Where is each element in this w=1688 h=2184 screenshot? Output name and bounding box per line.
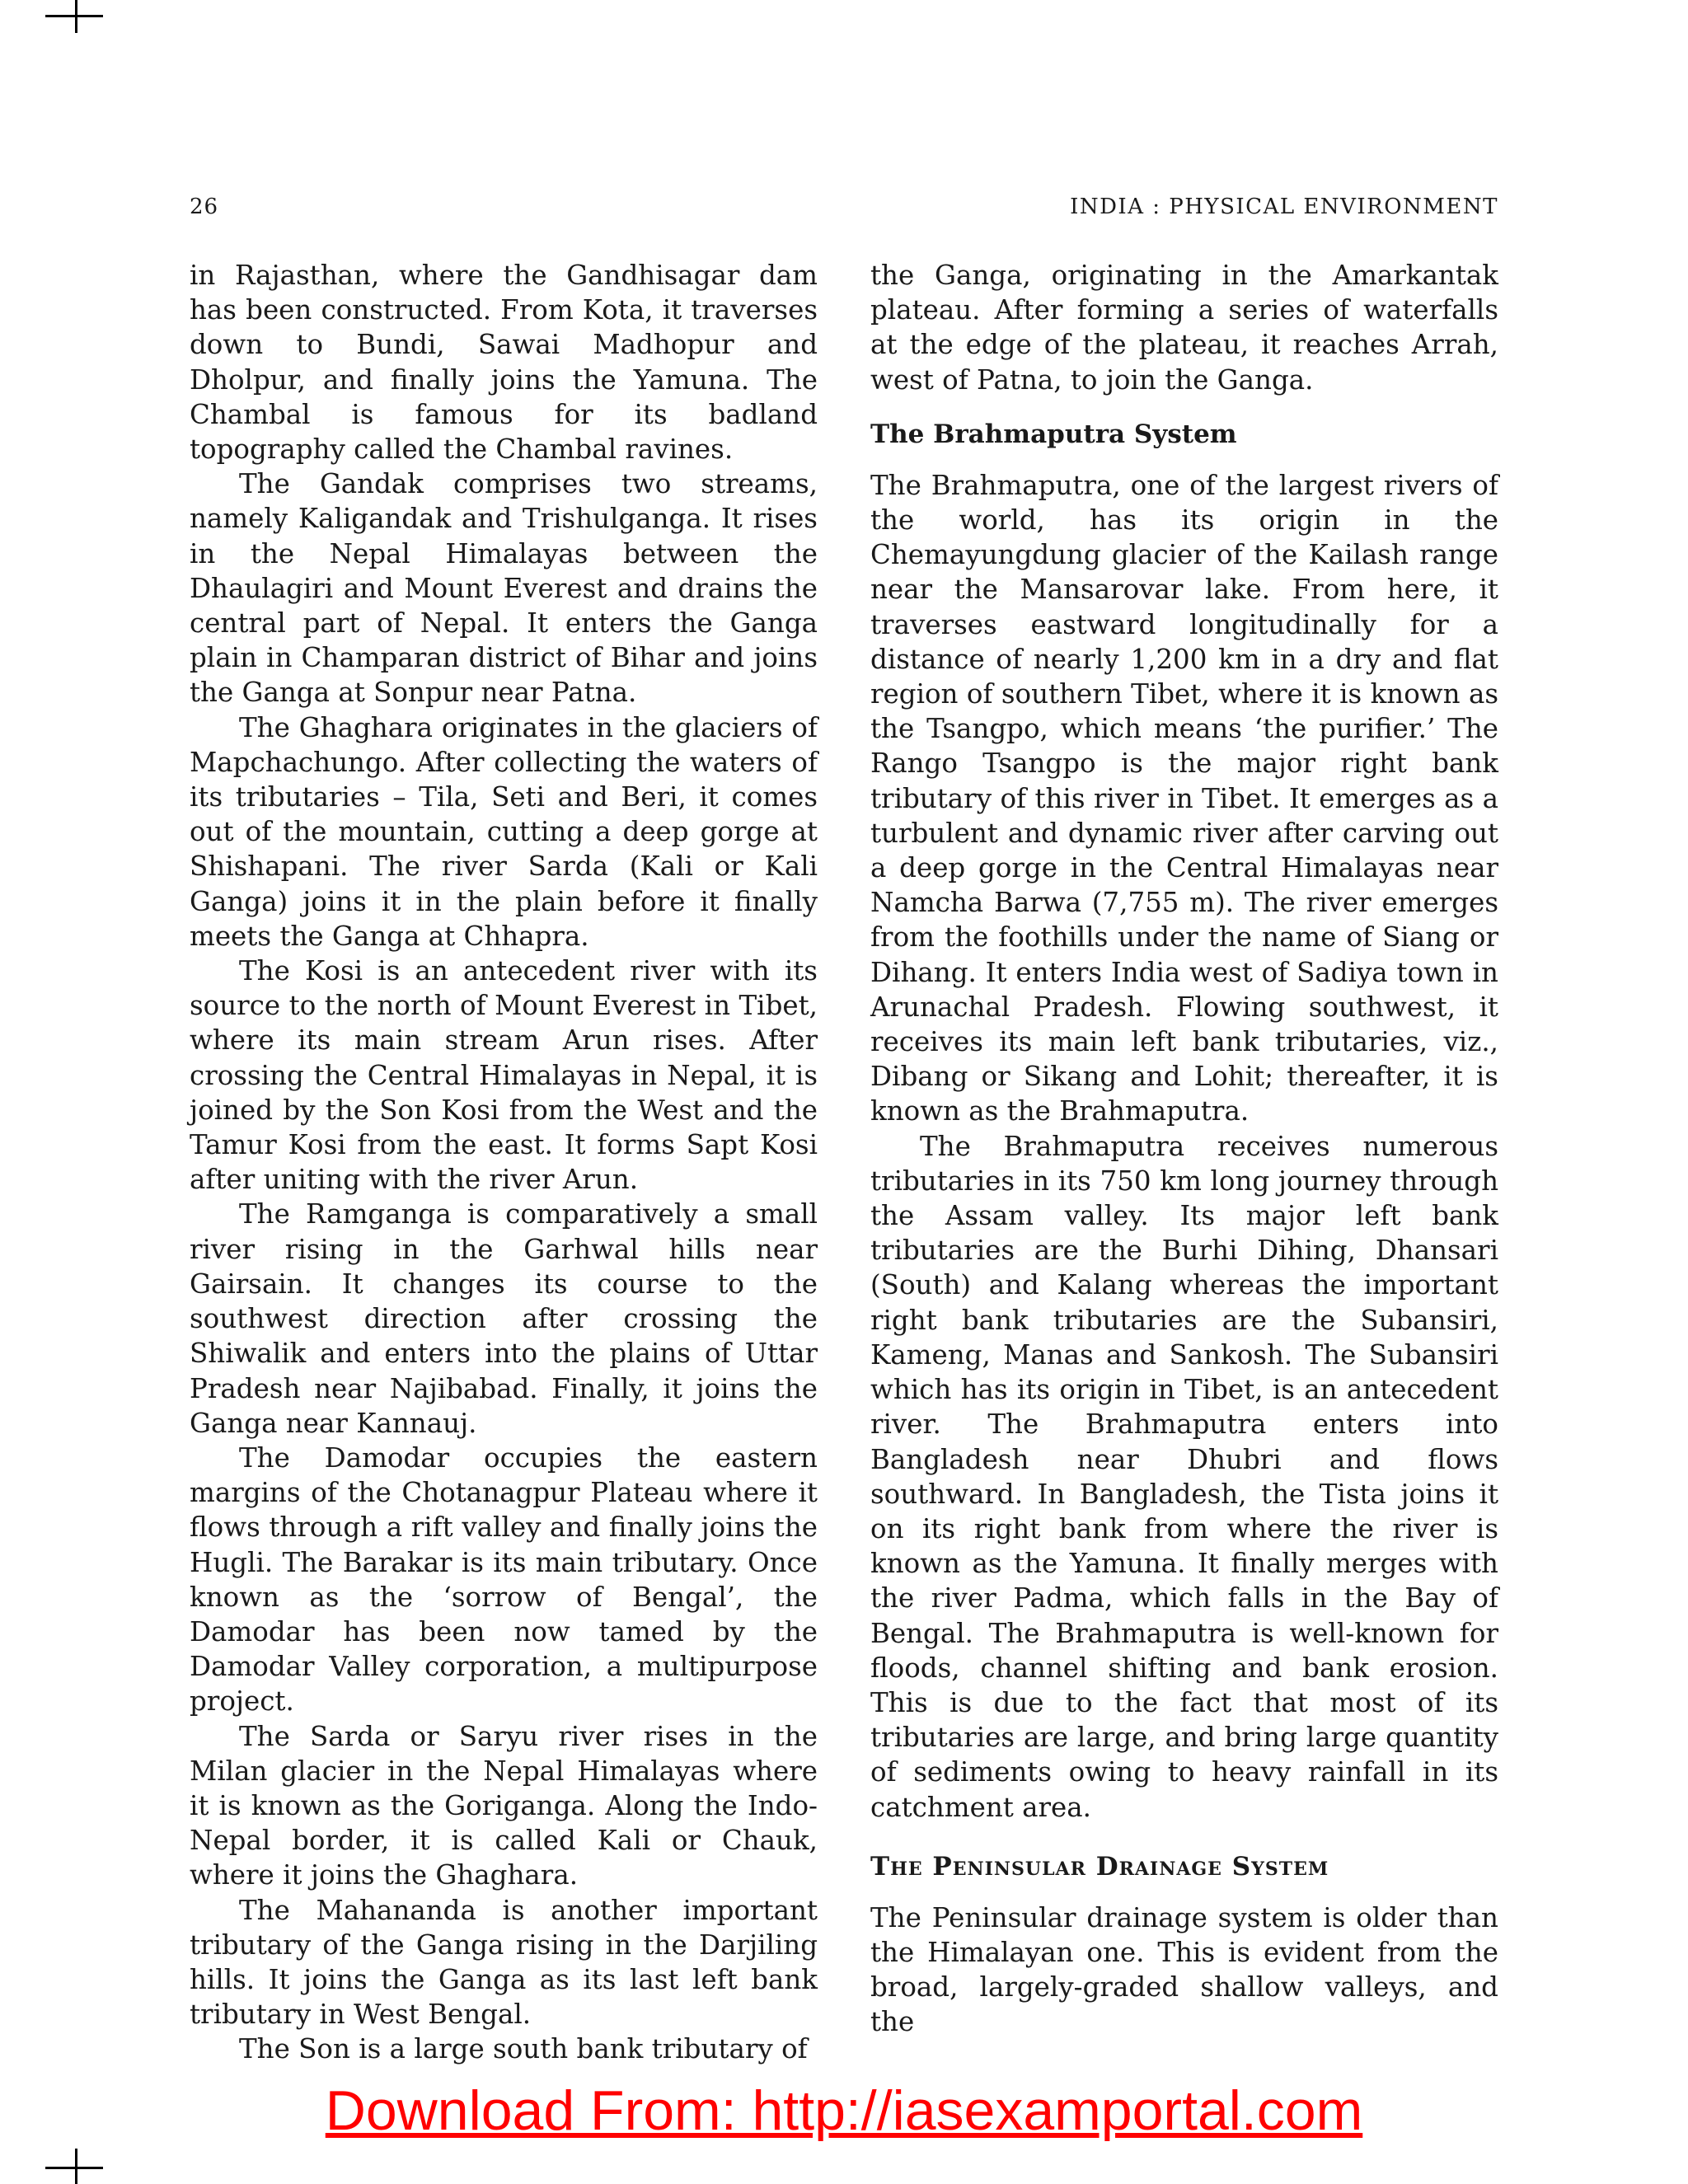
paragraph-chambal: in Rajasthan, where the Gandhisagar dam has been constructed. From Kota, it traverses down to Bundi, Sawai Madhopur and Dholpur, and finally joins the Yamuna. The Chambal is famous for its badland topography called the Chambal ravines. <box>190 260 818 466</box>
right-column <box>870 258 1498 2040</box>
paragraph-son-continued: the Ganga, originating in the Amarkantak plateau. After forming a series of waterfalls at the edge of the plateau, it reaches Arrah, west of Patna, to join the Ganga. <box>870 260 1498 396</box>
paragraph-kosi: The Kosi is an antecedent river with its source to the north of Mount Everest in Tibet, where its main stream Arun rises. After crossing the Central Himalayas in Nepal, it is joined by the Son Kosi from the West and the Tamur Kosi from the east. It forms Sapt Kosi after uniting with the river Arun. <box>190 955 818 1196</box>
page-number: 26 <box>190 194 219 219</box>
crop-mark-top-horizontal <box>45 15 103 17</box>
paragraph-damodar: The Damodar occupies the eastern margins of the Chotanagpur Plateau where it flows through a rift valley and finally joins the Hugli. The Barakar is its main tributary. Once known as the ‘sorrow of Bengal’, the Damodar has been now tamed by the Damodar Valley corporation, a multipurpose project. <box>190 1441 818 1718</box>
running-head: INDIA : PHYSICAL ENVIRONMENT <box>1070 194 1498 219</box>
paragraph-brahmaputra-tributaries: The Brahmaputra receives numerous tributaries in its 750 km long journey through the Assam valley. Its major left bank tributaries are the Burhi Dihing, Dhansari (South) and Kalang whereas the important right bank tributaries are the Subansiri, Kameng, Manas and Sankosh. The Subansiri which has its origin in Tibet, is an antecedent river. The Brahmaputra enters into Bangladesh near Dhubri and flows southward. In Bangladesh, the Tista joins it on its right bank from where the river is known as the Yamuna. It finally merges with the river Padma, which falls in the Bay of Bengal. The Brahmaputra is well-known for floods, channel shifting and bank erosion. This is due to the fact that most of its tributaries are large, and bring large quantity of sediments owing to heavy rainfall in its catchment area. <box>870 1130 1498 1823</box>
paragraph-sarda: The Sarda or Saryu river rises in the Milan glacier in the Nepal Himalayas where it is known as the Goriganga. Along the Indo-Nepal border, it is called Kali or Chauk, where it joins the Ghaghara. <box>190 1720 818 1891</box>
heading-peninsular-drainage: The Peninsular Drainage System <box>870 1851 1329 1882</box>
left-column <box>190 258 818 2067</box>
paragraph-peninsular: The Peninsular drainage system is older than the Himalayan one. This is evident from the broad, largely-graded shallow valleys, and the <box>870 1901 1498 2038</box>
paragraph-ghaghara: The Ghaghara originates in the glaciers of Mapchachungo. After collecting the waters of its tributaries – Tila, Seti and Beri, it comes out of the mountain, cutting a deep gorge at Shishapani. The river Sarda (Kali or Kali Ganga) joins it in the plain before it finally meets the Ganga at Chhapra. <box>190 711 818 952</box>
paragraph-brahmaputra-origin: The Brahmaputra, one of the largest rivers of the world, has its origin in the Chemayungdung glacier of the Kailash range near the Mansarovar lake. From here, it traverses eastward longitudinally for a distance of nearly 1,200 km in a dry and flat region of southern Tibet, where it is known as the Tsangpo, which means ‘the purifier.’ The Rango Tsangpo is the major right bank tributary of this river in Tibet. It emerges as a turbulent and dynamic river after carving out a deep gorge in the Central Himalayas near Namcha Barwa (7,755 m). The river emerges from the foothills under the name of Siang or Dihang. It enters India west of Sadiya town in Arunachal Pradesh. Flowing southwest, it receives its main left bank tributaries, viz., Dibang or Sikang and Lohit; thereafter, it is known as the Brahmaputra. <box>870 469 1498 1127</box>
download-link[interactable]: Download From: http://iasexamportal.com <box>325 2079 1363 2142</box>
paragraph-son: The Son is a large south bank tributary of <box>239 2033 808 2065</box>
paragraph-ramganga: The Ramganga is comparatively a small river rising in the Garhwal hills near Gairsain. It changes its course to the southwest direction after crossing the Shiwalik and enters into the plains of Uttar Pradesh near Najibabad. Finally, it joins the Ganga near Kannauj. <box>190 1198 818 1439</box>
paragraph-gandak: The Gandak comprises two streams, namely Kaligandak and Trishulganga. It rises in the Nepal Himalayas between the Dhaulagiri and Mount Everest and drains the central part of Nepal. It enters the Ganga plain in Champaran district of Bihar and joins the Ganga at Sonpur near Patna. <box>190 468 818 709</box>
crop-mark-bottom-horizontal <box>45 2167 103 2169</box>
heading-brahmaputra-system: The Brahmaputra System <box>870 419 1237 449</box>
paragraph-mahananda: The Mahananda is another important tributary of the Ganga rising in the Darjiling hills. It joins the Ganga as its last left bank tributary in West Bengal. <box>190 1894 818 2031</box>
